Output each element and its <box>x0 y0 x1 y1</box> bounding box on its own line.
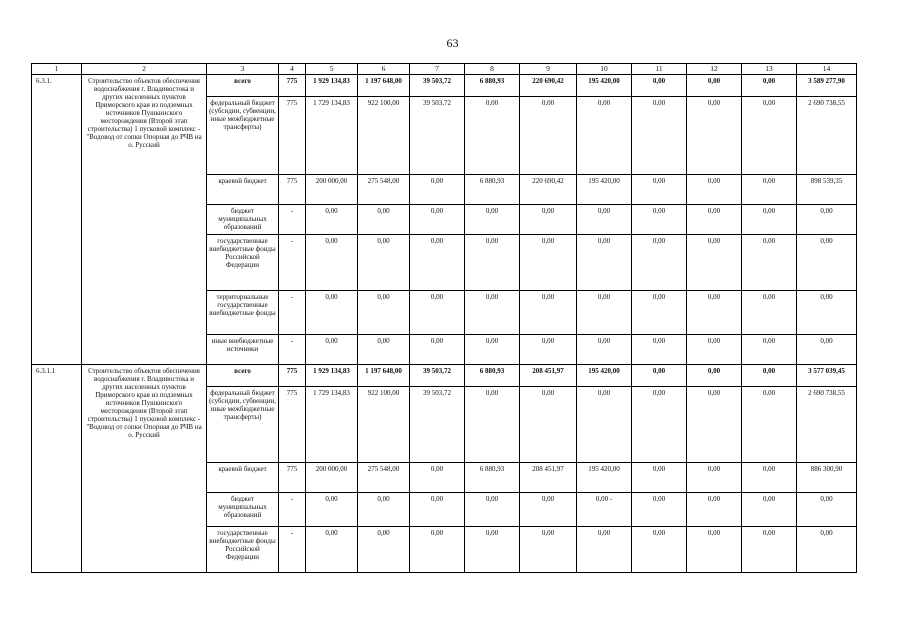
amount-cell: 0,00 <box>687 291 742 335</box>
amount-cell: 0,00 <box>577 235 632 291</box>
table-row-total <box>32 75 857 97</box>
amount-cell: 195 420,00 <box>577 175 632 205</box>
agency-code: - <box>279 335 306 365</box>
item-code: 6.3.1. <box>32 75 82 365</box>
amount-cell: 0,00 <box>797 205 857 235</box>
amount-cell: 0,00 <box>742 75 797 97</box>
amount-cell: 0,00 <box>632 291 687 335</box>
amount-cell: 1 197 648,00 <box>358 365 410 387</box>
funding-source: федеральный бюджет (субсидии, субвенции, иные межбюджетные трансферты) <box>207 97 279 175</box>
amount-cell: 0,00 <box>410 235 465 291</box>
amount-cell: 0,00 <box>742 527 797 573</box>
amount-cell: 0,00 <box>410 175 465 205</box>
amount-cell: 0,00 <box>632 97 687 175</box>
amount-cell: 2 690 738,55 <box>797 97 857 175</box>
amount-cell: 0,00 <box>306 335 358 365</box>
column-number: 14 <box>797 64 857 75</box>
amount-cell: 0,00 <box>306 205 358 235</box>
amount-cell: 39 503,72 <box>410 75 465 97</box>
amount-cell: 0,00 <box>465 335 520 365</box>
column-number: 6 <box>358 64 410 75</box>
amount-cell: 0,00 <box>306 527 358 573</box>
agency-code: 775 <box>279 175 306 205</box>
amount-cell: 922 100,00 <box>358 387 410 463</box>
amount-cell: 0,00 <box>742 335 797 365</box>
amount-cell: 0,00 <box>687 463 742 493</box>
amount-cell: 0,00 <box>687 235 742 291</box>
column-number: 1 <box>32 64 82 75</box>
amount-cell: 195 420,00 <box>577 365 632 387</box>
column-number: 5 <box>306 64 358 75</box>
amount-cell: 0,00 <box>797 527 857 573</box>
amount-cell: 0,00 <box>465 235 520 291</box>
agency-code: 775 <box>279 365 306 387</box>
amount-cell: 0,00 <box>520 387 577 463</box>
amount-cell: 195 420,00 <box>577 463 632 493</box>
amount-cell: 1 729 134,83 <box>306 387 358 463</box>
amount-cell: 0,00 <box>577 205 632 235</box>
amount-cell: 220 690,42 <box>520 75 577 97</box>
amount-cell: 0,00 <box>742 205 797 235</box>
amount-cell: 0,00 <box>742 365 797 387</box>
item-name: Строительство объектов обеспечения водоснабжения г. Владивостока и других населенных пунктов Приморского края из подземных источников Пушкинского месторождения (Второй этап строительства) 1 пусковой комплекс - "Водовод от сопки Опорная до РЧВ на о. Русский <box>82 365 207 573</box>
amount-cell: 0,00 <box>742 387 797 463</box>
amount-cell: 0,00 <box>358 205 410 235</box>
amount-cell: 0,00 <box>410 527 465 573</box>
amount-cell: 0,00 <box>687 205 742 235</box>
column-number: 10 <box>577 64 632 75</box>
amount-cell: 0,00 <box>410 205 465 235</box>
amount-cell: 0,00 <box>742 97 797 175</box>
amount-cell: 6 880,93 <box>465 463 520 493</box>
funding-source: бюджет муниципальных образований <box>207 493 279 527</box>
amount-cell: 0,00 <box>632 463 687 493</box>
amount-cell: 0,00 <box>687 527 742 573</box>
amount-cell: 0,00 <box>465 97 520 175</box>
funding-source: краевой бюджет <box>207 463 279 493</box>
amount-cell: 0,00 <box>797 291 857 335</box>
amount-cell: 1 929 134,83 <box>306 75 358 97</box>
amount-cell: 898 539,35 <box>797 175 857 205</box>
funding-source: иные внебюджетные источники <box>207 335 279 365</box>
column-number: 11 <box>632 64 687 75</box>
amount-cell: 200 000,00 <box>306 463 358 493</box>
amount-cell: 886 300,90 <box>797 463 857 493</box>
amount-cell: 0,00 <box>306 493 358 527</box>
agency-code: - <box>279 235 306 291</box>
amount-cell: 0,00 <box>632 75 687 97</box>
amount-cell: 39 503,72 <box>410 365 465 387</box>
amount-cell: 0,00 <box>306 235 358 291</box>
amount-cell: 0,00 <box>687 365 742 387</box>
agency-code: 775 <box>279 97 306 175</box>
amount-cell: 0,00 <box>410 335 465 365</box>
amount-cell: 0,00 <box>742 291 797 335</box>
column-number: 3 <box>207 64 279 75</box>
amount-cell: 0,00 <box>520 291 577 335</box>
amount-cell: 3 577 039,45 <box>797 365 857 387</box>
agency-code: - <box>279 493 306 527</box>
amount-cell: 0,00 <box>465 493 520 527</box>
amount-cell: 6 880,93 <box>465 75 520 97</box>
amount-cell: 39 503,72 <box>410 387 465 463</box>
amount-cell: 0,00 <box>687 75 742 97</box>
amount-cell: 0,00 <box>797 235 857 291</box>
amount-cell: 0,00 <box>358 235 410 291</box>
amount-cell: 1 729 134,83 <box>306 97 358 175</box>
agency-code: 775 <box>279 387 306 463</box>
amount-cell: 208 451,97 <box>520 463 577 493</box>
column-number: 9 <box>520 64 577 75</box>
amount-cell: 0,00 <box>358 493 410 527</box>
funding-source: всего <box>207 75 279 97</box>
amount-cell: 0,00 <box>632 365 687 387</box>
amount-cell: 1 197 648,00 <box>358 75 410 97</box>
item-name: Строительство объектов обеспечения водоснабжения г. Владивостока и других населенных пунктов Приморского края из подземных источников Пушкинского месторождения (Второй этап строительства) 1 пусковой комплекс - "Водовод от сопки Опорная до РЧВ на о. Русский <box>82 75 207 365</box>
amount-cell: 0,00 <box>742 463 797 493</box>
amount-cell: 208 451,97 <box>520 365 577 387</box>
amount-cell: 0,00 <box>632 527 687 573</box>
amount-cell: 0,00 <box>577 387 632 463</box>
funding-source: территориальные государственные внебюджетные фонды <box>207 291 279 335</box>
column-number-row <box>32 64 857 75</box>
agency-code: - <box>279 205 306 235</box>
amount-cell: 0,00 <box>577 335 632 365</box>
funding-source: бюджет муниципальных образований <box>207 205 279 235</box>
amount-cell: 0,00 <box>742 235 797 291</box>
column-number: 7 <box>410 64 465 75</box>
amount-cell: 0,00 <box>410 493 465 527</box>
funding-source: государственные внебюджетные фонды Российской Федерации <box>207 235 279 291</box>
amount-cell: 0,00 <box>742 493 797 527</box>
amount-cell: 0,00 <box>632 235 687 291</box>
amount-cell: 220 690,42 <box>520 175 577 205</box>
amount-cell: 0,00 <box>465 205 520 235</box>
amount-cell: 0,00 <box>797 493 857 527</box>
agency-code: - <box>279 527 306 573</box>
amount-cell: 0,00 <box>358 291 410 335</box>
amount-cell: 0,00 <box>520 205 577 235</box>
agency-code: 775 <box>279 463 306 493</box>
column-number: 4 <box>279 64 306 75</box>
column-number: 8 <box>465 64 520 75</box>
amount-cell: 0,00 - <box>577 493 632 527</box>
amount-cell: 275 548,00 <box>358 463 410 493</box>
amount-cell: 0,00 <box>358 335 410 365</box>
amount-cell: 0,00 <box>465 527 520 573</box>
amount-cell: 200 000,00 <box>306 175 358 205</box>
amount-cell: 0,00 <box>465 291 520 335</box>
funding-source: государственные внебюджетные фонды Российской Федерации <box>207 527 279 573</box>
amount-cell: 0,00 <box>687 335 742 365</box>
table-row-total <box>32 365 857 387</box>
amount-cell: 0,00 <box>687 387 742 463</box>
column-number: 13 <box>742 64 797 75</box>
amount-cell: 0,00 <box>797 335 857 365</box>
amount-cell: 0,00 <box>520 235 577 291</box>
column-number: 2 <box>82 64 207 75</box>
amount-cell: 6 880,93 <box>465 365 520 387</box>
amount-cell: 0,00 <box>465 387 520 463</box>
amount-cell: 2 690 738,55 <box>797 387 857 463</box>
amount-cell: 0,00 <box>520 335 577 365</box>
amount-cell: 3 589 277,90 <box>797 75 857 97</box>
amount-cell: 0,00 <box>632 493 687 527</box>
agency-code: 775 <box>279 75 306 97</box>
agency-code: - <box>279 291 306 335</box>
budget-table <box>31 63 857 573</box>
amount-cell: 195 420,00 <box>577 75 632 97</box>
amount-cell: 0,00 <box>410 291 465 335</box>
amount-cell: 922 100,00 <box>358 97 410 175</box>
amount-cell: 0,00 <box>687 97 742 175</box>
amount-cell: 0,00 <box>577 291 632 335</box>
funding-source: краевой бюджет <box>207 175 279 205</box>
amount-cell: 0,00 <box>520 97 577 175</box>
amount-cell: 6 880,93 <box>465 175 520 205</box>
amount-cell: 39 503,72 <box>410 97 465 175</box>
amount-cell: 0,00 <box>632 175 687 205</box>
funding-source: федеральный бюджет (субсидии, субвенции, иные межбюджетные трансферты) <box>207 387 279 463</box>
item-code: 6.3.1.1 <box>32 365 82 573</box>
amount-cell: 0,00 <box>632 335 687 365</box>
amount-cell: 0,00 <box>577 97 632 175</box>
page-number: 63 <box>446 36 459 50</box>
amount-cell: 0,00 <box>577 527 632 573</box>
amount-cell: 275 548,00 <box>358 175 410 205</box>
amount-cell: 0,00 <box>520 493 577 527</box>
amount-cell: 0,00 <box>742 175 797 205</box>
amount-cell: 0,00 <box>410 463 465 493</box>
amount-cell: 0,00 <box>358 527 410 573</box>
amount-cell: 0,00 <box>632 205 687 235</box>
column-number: 12 <box>687 64 742 75</box>
amount-cell: 0,00 <box>306 291 358 335</box>
amount-cell: 0,00 <box>632 387 687 463</box>
amount-cell: 0,00 <box>687 175 742 205</box>
funding-source: всего <box>207 365 279 387</box>
amount-cell: 0,00 <box>687 493 742 527</box>
amount-cell: 1 929 134,83 <box>306 365 358 387</box>
amount-cell: 0,00 <box>520 527 577 573</box>
